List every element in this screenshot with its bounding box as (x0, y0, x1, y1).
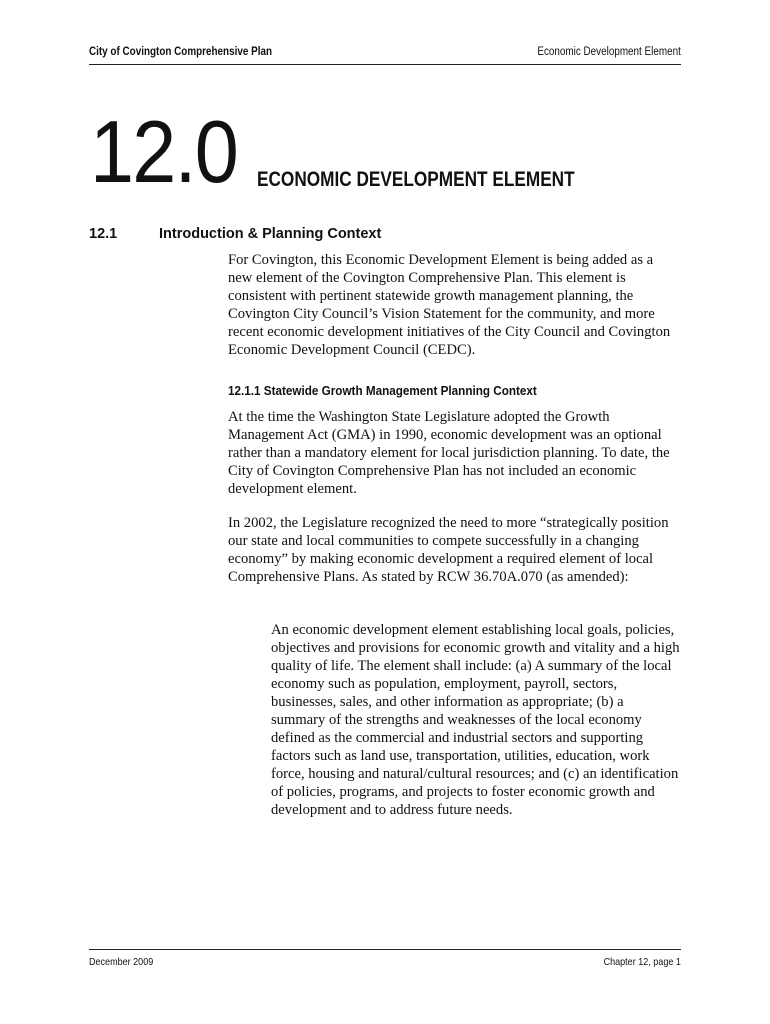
footer-page-number: Chapter 12, page 1 (603, 956, 681, 968)
gma-paragraph: At the time the Washington State Legislature adopted the Growth Management Act (GMA) in 1990, economic development was an optional rather than a mandatory element for local jurisdiction planning. To date, the City of Covington Comprehensive Plan has not included an economic development element. (228, 409, 670, 497)
chapter-title: ECONOMIC DEVELOPMENT ELEMENT (257, 168, 575, 191)
header-element-title: Economic Development Element (537, 46, 681, 58)
header-document-title: City of Covington Comprehensive Plan (89, 46, 272, 58)
rcw-block-quote: An economic development element establishing local goals, policies, objectives and provisions for economic growth and vitality and a high quality of life. The element shall include: (a) A summary of the local economy such as population, employment, payroll, sectors, businesses, sales, and other information as appropriate; (b) a summary of the strengths and weaknesses of the local economy defined as the commercial and industrial sectors and supporting factors such as land use, transportation, utilities, education, work force, housing and natural/cultural resources; and (c) an identification of policies, programs, and projects to foster economic growth and development and to address future needs. (271, 622, 680, 818)
intro-paragraph: For Covington, this Economic Development Element is being added as a new element of the Covington Comprehensive Plan. This element is consistent with pertinent statewide growth management planning, the Covington City Council’s Vision Statement for the community, and more recent economic development initiatives of the City Council and Covington Economic Development Council (CEDC). (228, 252, 671, 358)
legislature-paragraph: In 2002, the Legislature recognized the need to more “strategically position our state and local communities to compete successfully in a changing economy” by making economic development a required element of local Comprehensive Plans. As stated by RCW 36.70A.070 (as amended): (228, 515, 669, 585)
footer-date: December 2009 (89, 956, 154, 968)
section-title: Introduction & Planning Context (159, 226, 382, 242)
section-number: 12.1 (89, 226, 118, 242)
chapter-number: 12.0 (90, 102, 237, 201)
subsection-title: 12.1.1 Statewide Growth Management Planning Context (228, 383, 537, 398)
page-footer (89, 949, 681, 968)
page-header (89, 46, 681, 65)
